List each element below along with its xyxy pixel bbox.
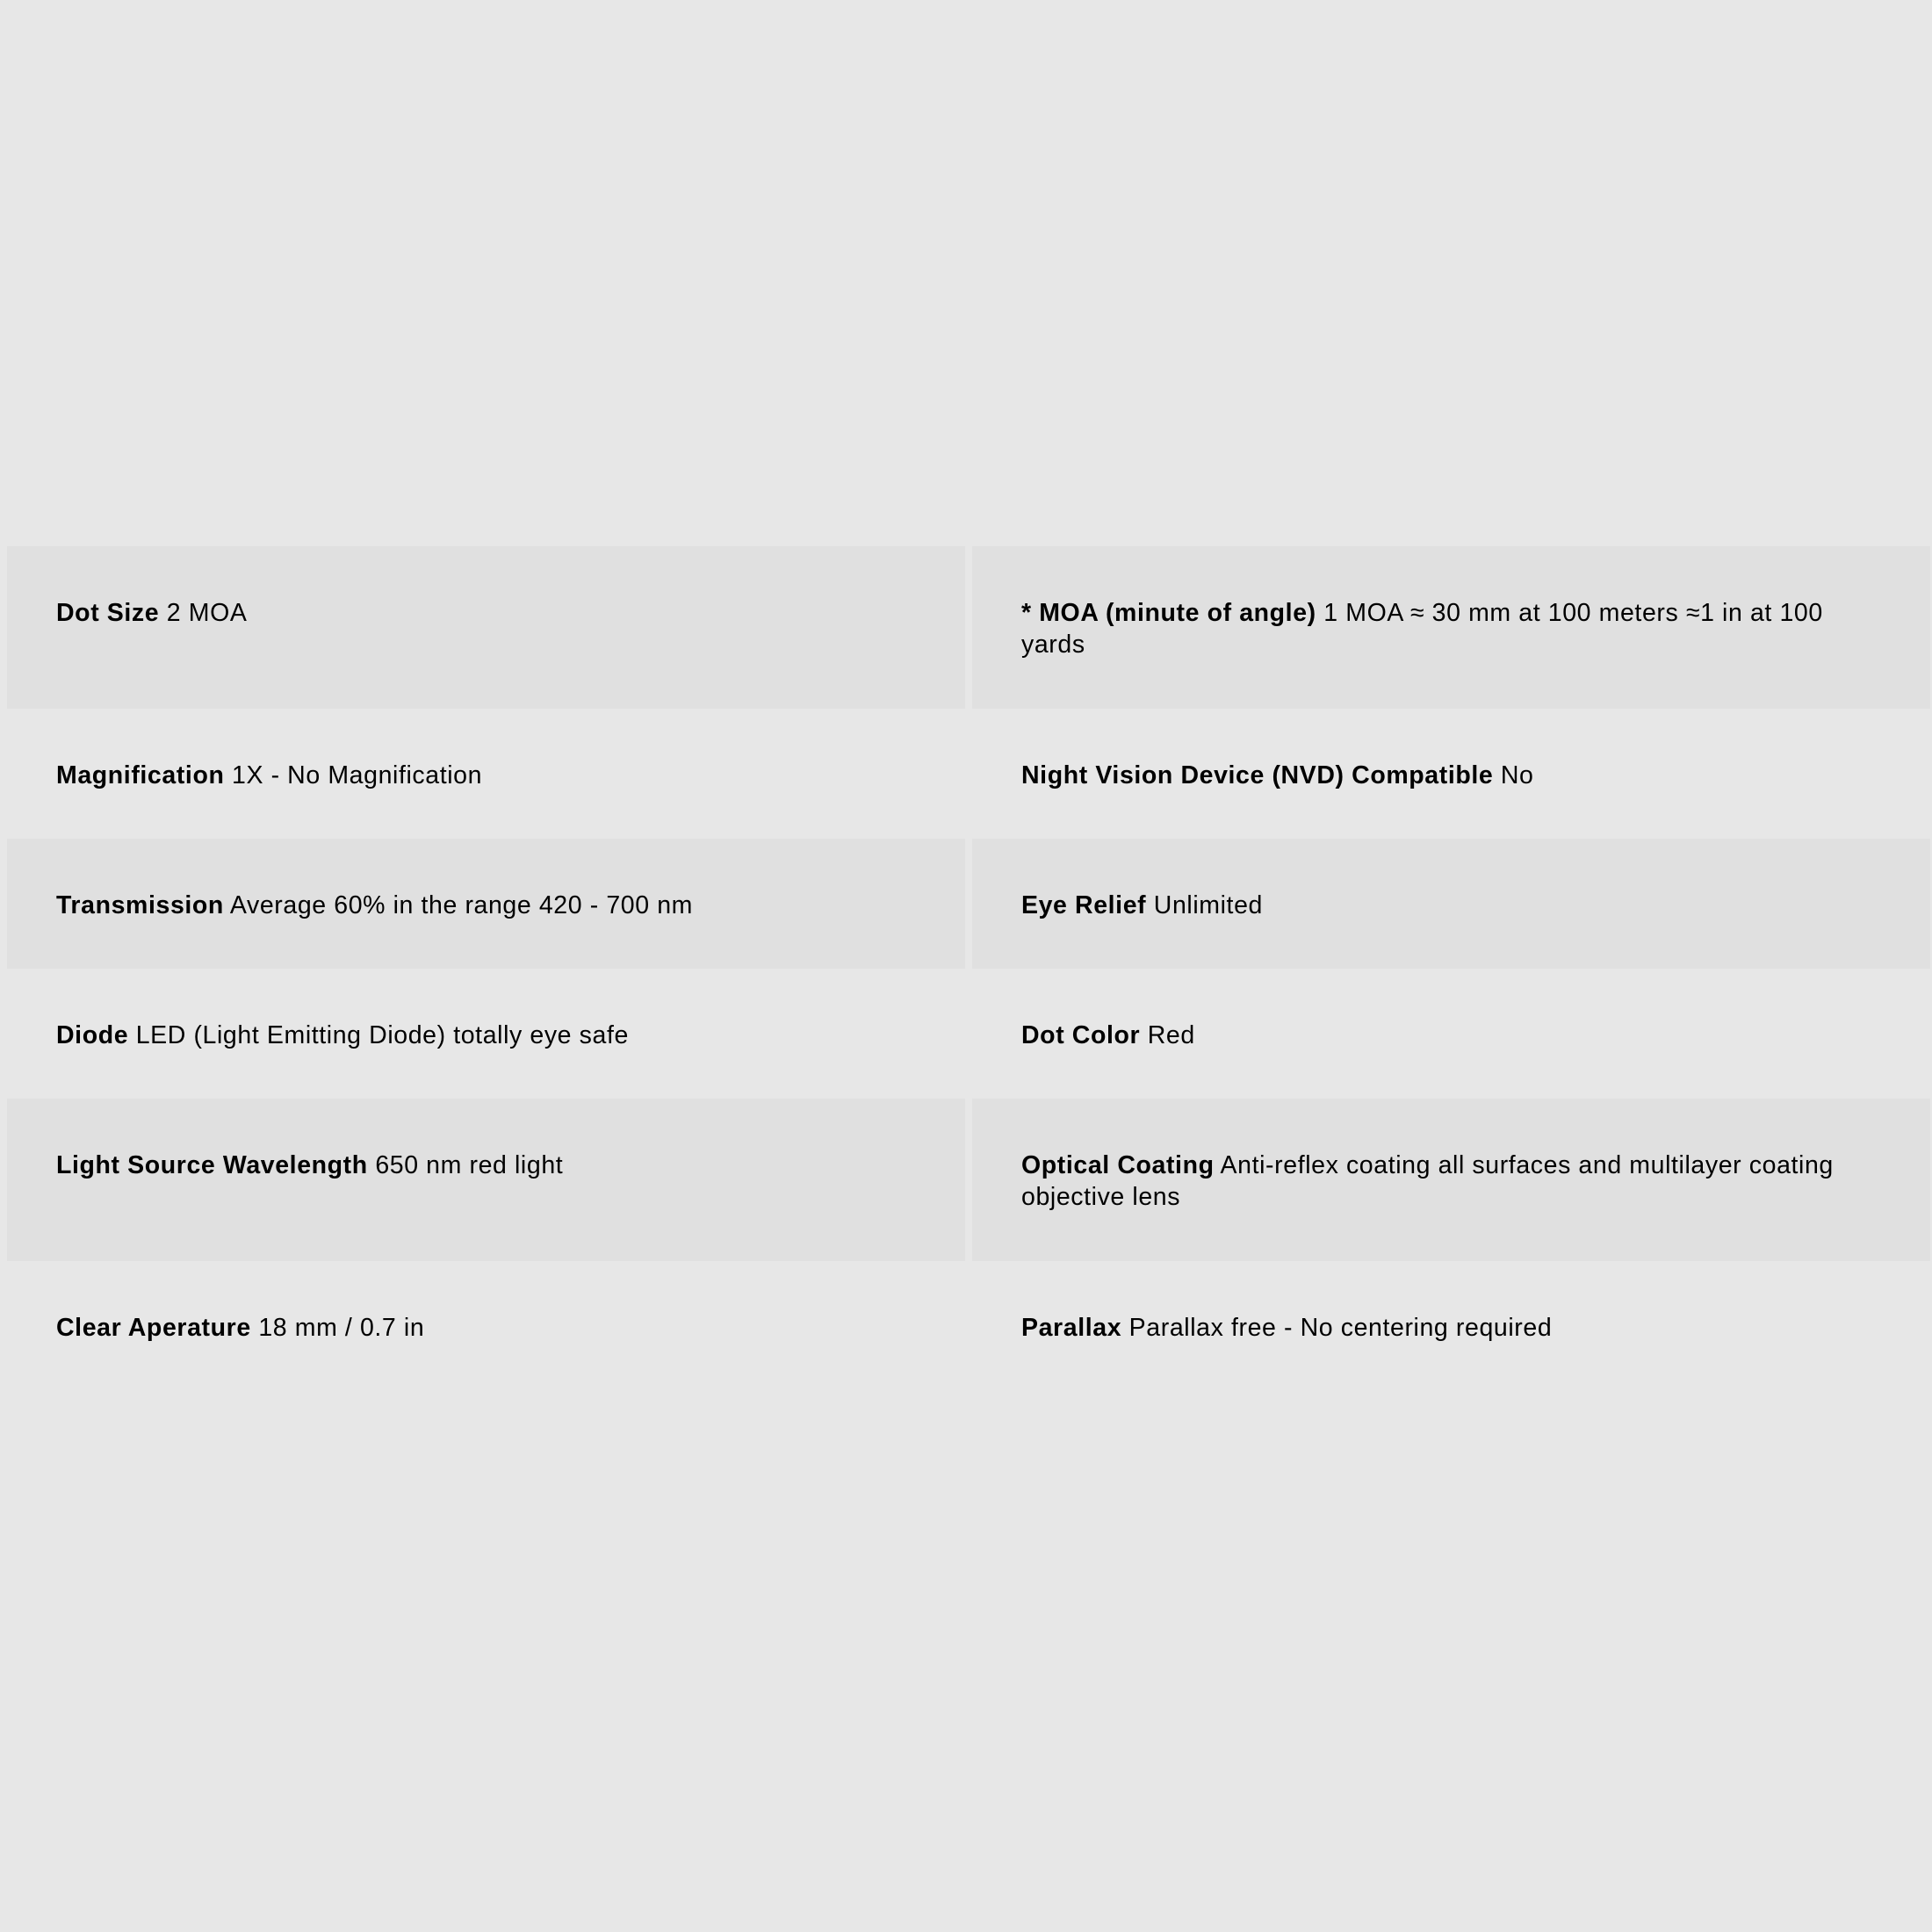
- spec-label: Transmission: [56, 891, 224, 919]
- spec-optical-coating: [972, 1099, 1930, 1261]
- spec-label: Night Vision Device (NVD) Compatible: [1021, 761, 1494, 789]
- spec-value: Unlimited: [1153, 891, 1263, 919]
- spec-light-source-wavelength: [7, 1099, 965, 1261]
- spec-table: [7, 546, 1928, 1391]
- spec-transmission: [7, 839, 965, 969]
- spec-eye-relief: [972, 839, 1930, 969]
- spec-value: Average 60% in the range 420 - 700 nm: [229, 891, 693, 919]
- spec-value: 18 mm / 0.7 in: [258, 1314, 425, 1342]
- spec-label: Dot Color: [1021, 1021, 1141, 1049]
- spec-dot-size: [7, 546, 965, 709]
- spec-value: 1X - No Magnification: [232, 761, 483, 789]
- spec-label: Light Source Wavelength: [56, 1151, 368, 1179]
- spec-value: 2 MOA: [166, 599, 248, 627]
- spec-moa-note: [972, 546, 1930, 709]
- spec-label: Eye Relief: [1021, 891, 1147, 919]
- spec-label: * MOA (minute of angle): [1021, 599, 1316, 627]
- spec-parallax: [972, 1261, 1930, 1391]
- spec-nvd-compatible: [972, 709, 1930, 839]
- spec-value: 650 nm red light: [375, 1151, 564, 1179]
- spec-value: Anti-reflex coating all surfaces and multilayer coating objective lens: [1021, 1151, 1834, 1211]
- spec-value: No: [1500, 761, 1534, 789]
- spec-value: LED (Light Emitting Diode) totally eye safe: [135, 1021, 629, 1049]
- spec-label: Dot Size: [56, 599, 160, 627]
- spec-value: 1 MOA ≈ 30 mm at 100 meters ≈1 in at 100 yards: [1021, 599, 1823, 659]
- spec-dot-color: [972, 969, 1930, 1099]
- spec-label: Optical Coating: [1021, 1151, 1215, 1179]
- spec-label: Clear Aperature: [56, 1314, 251, 1342]
- spec-diode: [7, 969, 965, 1099]
- spec-label: Magnification: [56, 761, 225, 789]
- spec-magnification: [7, 709, 965, 839]
- spec-value: Red: [1147, 1021, 1195, 1049]
- spec-clear-aperature: [7, 1261, 965, 1391]
- spec-label: Diode: [56, 1021, 129, 1049]
- spec-label: Parallax: [1021, 1314, 1122, 1342]
- spec-value: Parallax free - No centering required: [1128, 1314, 1553, 1342]
